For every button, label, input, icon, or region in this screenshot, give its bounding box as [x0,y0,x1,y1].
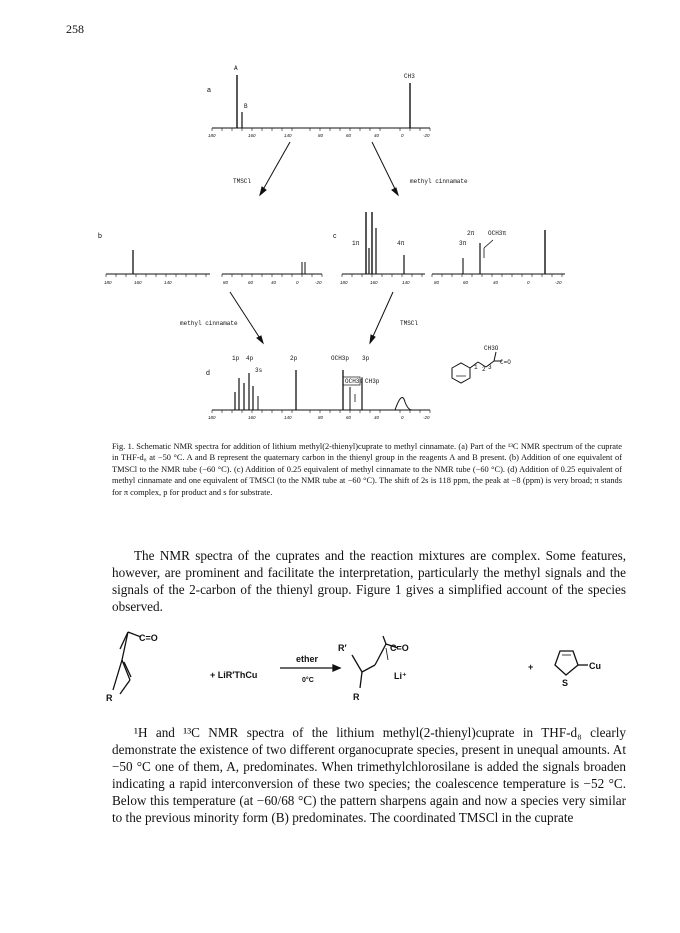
paragraph-2-text: ¹H and ¹³C NMR spectra of the lithium methyl(2-thienyl)cuprate in THF-d₈ clearly demonstrate the existence of two different organocuprate species, present in unequal amounts. At −50 °C one of them, A, predominates. When trimethylchlorosilane is added the signals broaden indicating a rapid interconversion of these two species; the coalescence temperature is −52 °C. Below this temperature (at −60/68 °C) the pattern sharpens again and now a species very similar to the previous minority form (B) predominates. The coordinated TMSCl in the cuprate [112,725,626,825]
peak-label-3pi: 3π [459,240,467,247]
figure-caption: Fig. 1. Schematic NMR spectra for addition of lithium methyl(2-thienyl)cuprate to methyl cinnamate. (a) Part of the ¹³C NMR spectrum of the cuprate in THF-d₈ at −50 °C. A and B represent the quaternary carbon in the thienyl group in the reagents A and B present. (b) Addition of one equivalent of TMSCl to the NMR tube (−60 °C). (c) Addition of 0.25 equivalent of methyl cinnamate to the NMR tube (−60 °C). (d) Addition of 0.25 equivalent of methyl cinnamate and one equivalent of TMSCl (to the NMR tube at −60 °C). The shift of 2s is 118 ppm, the peak at −8 (ppm) is very broad; π stands for π complex, p for product and s for substrate. [112,442,622,497]
structure-label-3: 3 [488,364,492,371]
peak-label-ch3p: CH3p [365,378,380,385]
scheme-r-product: R [353,692,360,702]
peak-label-och3p: OCH3p [331,355,350,362]
peak-label-4p: 4p [246,355,254,362]
arrow-right-bottom [370,292,393,343]
scheme-r-reactant: R [106,693,113,703]
scheme-r-prime: R′ [338,643,347,653]
structure-label-1: 1 [474,364,478,371]
peak-label-2p: 2p [290,355,298,362]
svg-text:60: 60 [346,415,352,420]
peak-label-3p: 3p [362,355,370,362]
arrow-left-top [260,142,290,195]
peak-d-broad [395,398,412,411]
arrow-label-methyl-cinnamate-top: methyl cinnamate [410,178,468,185]
svg-text:-20: -20 [315,280,322,285]
scheme-li: Li⁺ [394,671,407,681]
svg-text:180: 180 [208,133,216,138]
svg-text:160: 160 [248,415,256,420]
spectrum-c-ticks [340,280,562,285]
svg-text:180: 180 [208,415,216,420]
svg-text:0: 0 [527,280,530,285]
structure-label-och3: CH3O [484,345,499,352]
spectrum-b-ticks [104,280,322,285]
svg-text:40: 40 [493,280,499,285]
svg-text:40: 40 [271,280,277,285]
spectrum-a-ticks [208,133,430,138]
svg-text:-20: -20 [423,133,430,138]
structure-label-co: C=O [500,359,511,366]
peak-label-2pi: 2π [467,230,475,237]
svg-text:160: 160 [370,280,378,285]
paragraph-1-text: The NMR spectra of the cuprates and the reaction mixtures are complex. Some features, however, are prominent and facilitate the interpretation, particularly the methyl signals and the signals of the 2-carbon of the thienyl group. Figure 1 gives a simplified account of the species observed. [112,548,626,614]
svg-text:80: 80 [223,280,229,285]
peak-label-och3pi: OCH3π [488,230,507,237]
nmr-figure [0,0,680,440]
peak-label-3s: 3s [255,367,263,374]
arrow-right-top [372,142,398,195]
svg-text:60: 60 [346,133,352,138]
scheme-cu: Cu [589,661,601,671]
svg-text:60: 60 [248,280,254,285]
arrow-left-bottom [230,292,263,343]
svg-text:80: 80 [434,280,440,285]
scheme-sulfur: S [562,678,569,688]
svg-text:-20: -20 [423,415,430,420]
paragraph-1 [112,547,626,615]
structure-label-2: 2 [482,366,486,373]
svg-text:-20: -20 [555,280,562,285]
paragraph-2 [112,724,626,826]
scheme-carbonyl: C=O [139,633,158,643]
arrow-label-methyl-cinnamate-bottom: methyl cinnamate [180,320,238,327]
panel-label-b: b [98,233,102,240]
svg-text:80: 80 [318,133,324,138]
arrow-label-tmscl-bottom: TMSCl [400,320,419,327]
scheme-product-carbonyl: C=O [390,643,409,653]
peak-label-4pi: 4π [397,240,405,247]
svg-text:0: 0 [401,133,404,138]
panel-label-a: a [207,87,211,94]
svg-text:0: 0 [296,280,299,285]
svg-text:140: 140 [284,415,292,420]
svg-text:140: 140 [164,280,172,285]
spectrum-d-ticks [208,415,430,420]
peak-label-CH3: CH3 [404,73,415,80]
scheme-plus: + [528,662,534,672]
peak-label-1pi: 1π [352,240,360,247]
scheme-condition-temp: 0°C [302,677,314,684]
svg-text:160: 160 [248,133,256,138]
svg-text:180: 180 [340,280,348,285]
page-number: 258 [66,22,84,36]
svg-text:60: 60 [463,280,469,285]
svg-text:0: 0 [401,415,404,420]
svg-text:40: 40 [374,415,380,420]
peak-label-1p: 1p [232,355,240,362]
scheme-reagent: + LiR′ThCu [210,670,258,680]
svg-text:180: 180 [104,280,112,285]
peak-label-och3s: OCH3s [345,378,364,385]
svg-text:40: 40 [374,133,380,138]
svg-text:140: 140 [284,133,292,138]
arrow-label-tmscl-top: TMSCl [233,178,252,185]
panel-label-d: d [206,370,210,377]
peak-label-B: B [244,103,248,110]
svg-text:160: 160 [134,280,142,285]
panel-label-c: c [333,233,337,240]
svg-text:140: 140 [402,280,410,285]
svg-text:80: 80 [318,415,324,420]
peak-label-A: A [234,65,238,72]
scheme-condition-ether: ether [296,654,319,664]
